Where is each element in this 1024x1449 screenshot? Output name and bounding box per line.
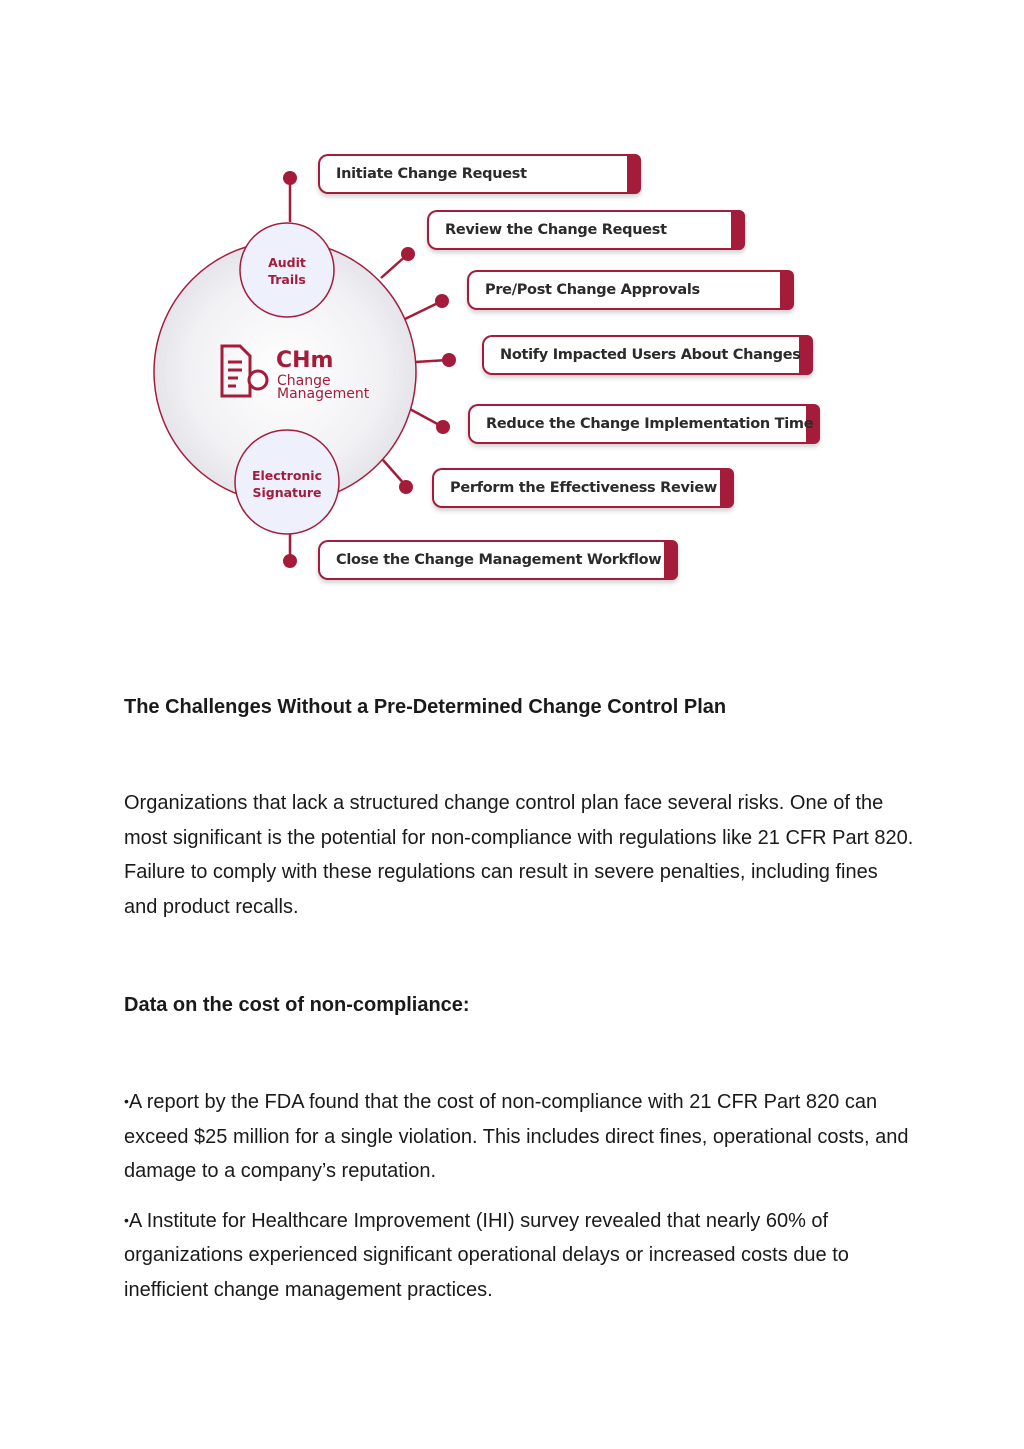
esign-label-line2: Signature [252,485,322,500]
change-cycle-icon [249,371,267,389]
article-content [124,690,914,1321]
step-reduce-implementation-time: Reduce the Change Implementation Time [468,404,820,444]
step-initiate-change-request: Initiate Change Request [318,154,641,194]
step-notify-impacted-users: Notify Impacted Users About Changes [482,335,813,375]
logo-subtitle-line1: Change [277,373,331,389]
step-review-change-request: Review the Change Request [427,210,745,250]
change-management-diagram [0,130,1024,600]
step-effectiveness-review: Perform the Effectiveness Review [432,468,734,508]
audit-label-line1: Audit [268,255,306,270]
audit-label-line2: Trails [268,272,306,287]
paragraph-challenges: Organizations that lack a structured change control plan face several risks. One of the most significant is the potential for non-compliance with regulations like 21 CFR Part 820. Failure to comply with these regulations can result in severe penalties, including fines and product recalls. [124,792,914,918]
list-item [124,1203,914,1308]
logo-title: CHm [276,348,334,373]
section-heading-cost: Data on the cost of non-compliance: [124,994,470,1016]
esign-label-line1: Electronic [251,468,323,483]
bullet-marker: • [124,1211,129,1228]
bullet-marker: • [124,1093,129,1109]
logo-subtitle-line2: Management [277,386,370,402]
list-item-text: A report by the FDA found that the cost of non-compliance with 21 CFR Part 820 can exceed $25 million for a single violation. This includes direct fines, operational costs, and damage to a company’s reputation. [124,1091,909,1182]
section-heading-challenges: The Challenges Without a Pre-Determined Change Control Plan [124,696,727,718]
step-pre-post-approvals: Pre/Post Change Approvals [467,270,794,310]
list-item [124,1084,914,1189]
bullet-list [124,1084,914,1307]
list-item-text: A Institute for Healthcare Improvement (IHI) survey revealed that nearly 60% of organizations experienced significant operational delays or increased costs due to inefficient change management practices. [124,1209,849,1301]
audit-trails-bubble [240,223,334,317]
step-close-workflow: Close the Change Management Workflow [318,540,678,580]
